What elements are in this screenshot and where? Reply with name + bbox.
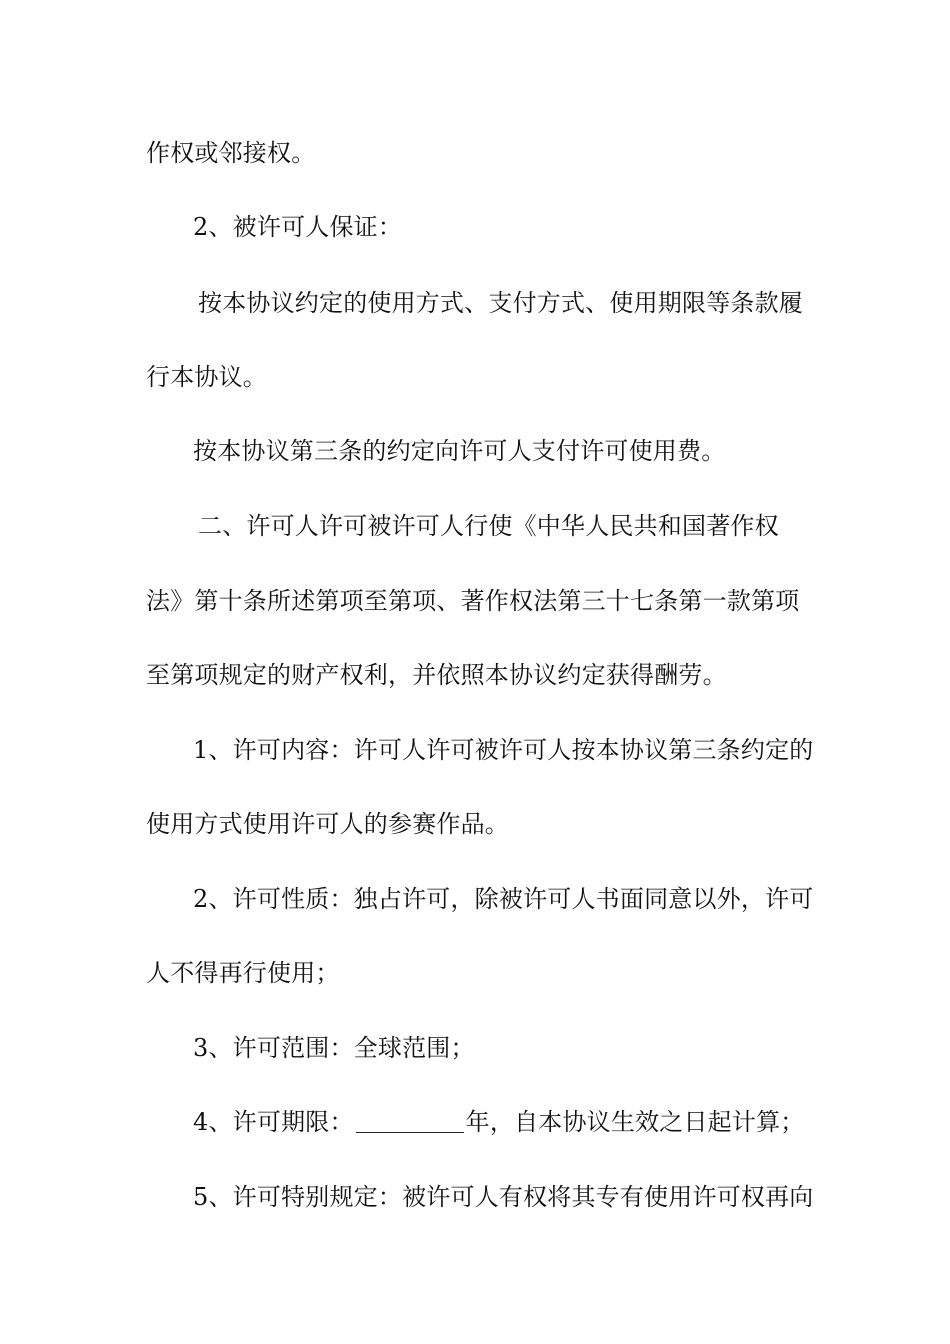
- paragraph-line: 人不得再行使用；: [146, 959, 340, 987]
- paragraph-line: 作权或邻接权。: [146, 139, 316, 167]
- paragraph-line: 按本协议第三条的约定向许可人支付许可使用费。: [193, 437, 726, 465]
- section-heading-line: 二、许可人许可被许可人行使《中华人民共和国著作权: [198, 512, 779, 540]
- paragraph-line: 2、被许可人保证：: [193, 213, 403, 241]
- term-line: [193, 1106, 804, 1138]
- fill-in-blank: [356, 1108, 464, 1133]
- paragraph-line: 行本协议。: [146, 363, 267, 391]
- paragraph-line: 3、许可范围：全球范围；: [193, 1034, 475, 1062]
- paragraph-line: 1、许可内容：许可人许可被许可人按本协议第三条约定的: [193, 736, 814, 764]
- paragraph-line: 法》第十条所述第项至第项、著作权法第三十七条第一款第项: [146, 587, 800, 615]
- paragraph-line: 至第项规定的财产权利，并依照本协议约定获得酬劳。: [146, 661, 727, 689]
- term-suffix: 年，自本协议生效之日起计算；: [465, 1108, 805, 1136]
- paragraph-line: 5、许可特别规定：被许可人有权将其专有使用许可权再向: [193, 1183, 814, 1211]
- term-prefix: 4、许可期限：: [193, 1108, 354, 1136]
- paragraph-line: 使用方式使用许可人的参赛作品。: [146, 810, 509, 838]
- paragraph-line: 2、许可性质：独占许可，除被许可人书面同意以外，许可: [193, 885, 814, 913]
- paragraph-line: 按本协议约定的使用方式、支付方式、使用期限等条款履: [198, 289, 803, 317]
